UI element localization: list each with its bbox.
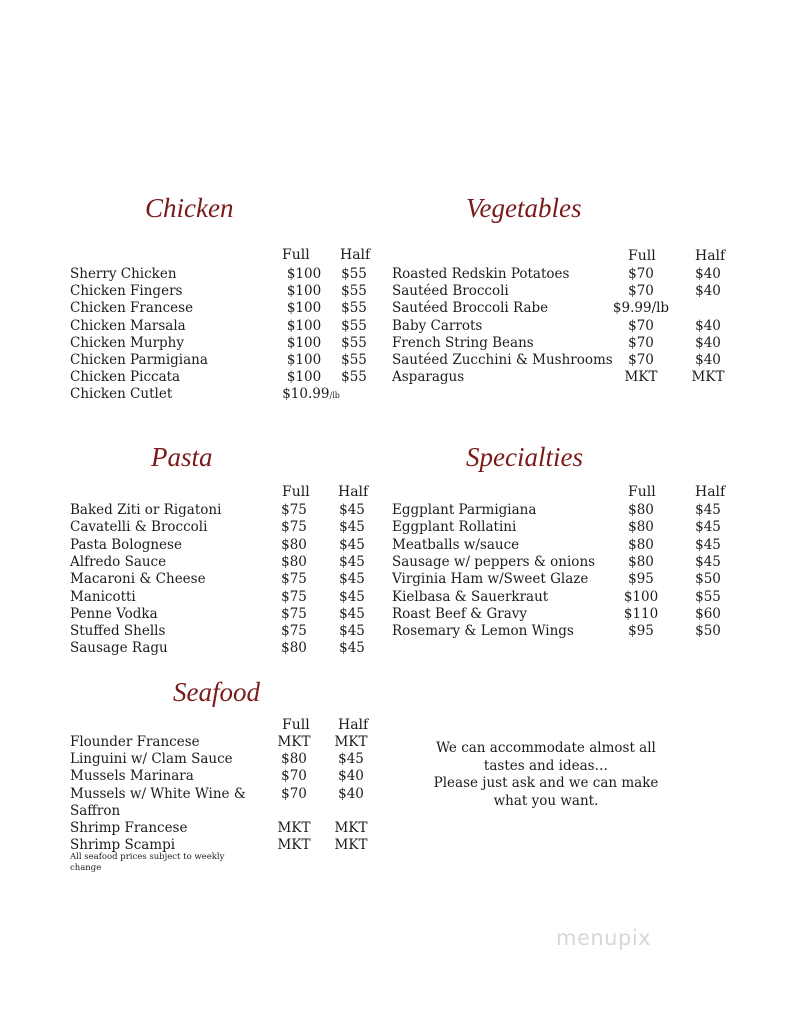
item-name: Roast Beef & Gravy [392,606,528,622]
item-full-price: MKT [277,837,311,853]
seafood-full-header: Full [282,717,310,733]
item-full-price: $95 [628,571,654,587]
menu-item [70,734,371,751]
item-name: Chicken Cutlet [70,386,173,402]
item-half-price: $50 [695,571,721,587]
item-full-price: $70 [628,352,654,368]
vegetables-full-header: Full [628,248,656,264]
item-name: Pasta Bolognese [70,537,182,553]
item-name: Sautéed Zucchini & Mushrooms [392,352,613,368]
item-half-price: MKT [334,734,368,750]
item-full-price: $75 [281,502,307,518]
item-half-price: $45 [339,571,365,587]
menu-item [392,623,728,640]
specialties-title: Specialties [466,442,583,472]
item-full-price: $110 [623,606,659,622]
item-name: Asparagus [392,369,465,385]
item-half-price: $45 [339,519,365,535]
menu-item [70,820,371,837]
menu-item [70,803,371,820]
menu-item [70,283,370,300]
item-half-price: $40 [695,283,721,299]
item-half-price: $40 [695,352,721,368]
item-full-price: $9.99/lb [612,300,670,316]
item-half-price: $40 [695,335,721,351]
menu-item [70,589,370,606]
item-full-price: $75 [281,606,307,622]
item-full-price: $80 [281,537,307,553]
vegetables-title: Vegetables [466,193,582,223]
item-name: Sherry Chicken [70,266,177,282]
item-name: Manicotti [70,589,136,605]
item-name: Saffron [70,803,121,819]
vegetables-half-header: Half [695,248,726,264]
menu-item [70,369,370,386]
menu-item [392,352,728,369]
pasta-half-header: Half [338,484,369,500]
note-line-4: what you want. [493,792,599,809]
seafood-fine-print: All seafood prices subject to weekly change [70,852,225,873]
menu-item [70,318,370,335]
item-name: Rosemary & Lemon Wings [392,623,574,639]
menu-item [70,266,370,283]
item-half-price: $55 [341,300,367,316]
menu-item [70,571,370,588]
menu-item [70,300,370,317]
menu-item [392,589,728,606]
item-name: Roasted Redskin Potatoes [392,266,570,282]
item-full-price: $95 [628,623,654,639]
menu-item [70,606,370,623]
item-half-price: MKT [691,369,725,385]
item-half-price: $45 [339,554,365,570]
item-full-price: MKT [277,820,311,836]
accommodation-note [432,740,660,810]
item-full-price: $70 [628,266,654,282]
item-name: Kielbasa & Sauerkraut [392,589,549,605]
item-half-price: MKT [334,837,368,853]
menu-item [70,751,371,768]
pasta-title: Pasta [151,442,213,472]
item-full-price: $75 [281,519,307,535]
vegetables-list [392,266,737,391]
item-name: Meatballs w/sauce [392,537,520,553]
item-name: Baby Carrots [392,318,483,334]
item-name: Virginia Ham w/Sweet Glaze [392,571,589,587]
item-full-price: $100 [286,300,322,316]
menu-item [392,554,728,571]
note-line-2: tastes and ideas… [483,757,609,774]
item-half-price: $55 [695,589,721,605]
item-full-price: MKT [624,369,658,385]
item-name: Shrimp Scampi [70,837,176,853]
item-full-price: $100 [286,266,322,282]
item-half-price: MKT [334,820,368,836]
item-full-price: $100 [286,352,322,368]
item-half-price: $40 [338,786,364,802]
item-name: Chicken Francese [70,300,194,316]
chicken-title: Chicken [145,193,234,223]
item-half-price: $55 [341,283,367,299]
item-name: Macaroni & Cheese [70,571,206,587]
menu-item [70,519,370,536]
menu-item [70,537,370,554]
item-name: Chicken Piccata [70,369,181,385]
item-half-price: $45 [695,554,721,570]
item-full-price: $80 [281,751,307,767]
item-half-price: $40 [695,318,721,334]
item-name: Flounder Francese [70,734,200,750]
item-full-price: $100 [286,335,322,351]
menu-item [70,554,370,571]
item-half-price: $40 [695,266,721,282]
specialties-list [392,502,737,642]
item-full-price: $80 [628,554,654,570]
chicken-half-header: Half [340,247,371,263]
item-name: Linguini w/ Clam Sauce [70,751,233,767]
item-name: Mussels Marinara [70,768,194,784]
seafood-half-header: Half [338,717,369,733]
menu-item [70,623,370,640]
item-half-price: $45 [695,519,721,535]
menu-item [392,300,728,317]
item-name: Eggplant Rollatini [392,519,517,535]
item-half-price: $45 [339,589,365,605]
item-half-price: $45 [339,606,365,622]
item-name: Eggplant Parmigiana [392,502,537,518]
item-half-price: $40 [338,768,364,784]
specialties-half-header: Half [695,484,726,500]
item-name: Chicken Fingers [70,283,183,299]
item-half-price: $45 [339,537,365,553]
item-half-price: $55 [341,352,367,368]
item-full-price: $70 [628,335,654,351]
item-unit: /lb [329,391,340,400]
item-full-price: $70 [628,283,654,299]
menu-item [392,266,728,283]
item-name: Mussels w/ White Wine & [70,786,246,802]
item-full-price: $80 [628,502,654,518]
menu-item [392,502,728,519]
menu-item [392,369,728,386]
item-full-price: $80 [281,554,307,570]
item-half-price: $45 [695,537,721,553]
item-half-price: $55 [341,318,367,334]
item-full-price: $75 [281,571,307,587]
item-half-price: $55 [341,266,367,282]
item-name: Penne Vodka [70,606,158,622]
menu-item [392,519,728,536]
item-full-price: $100 [623,589,659,605]
item-full-price: $75 [281,589,307,605]
item-name: Baked Ziti or Rigatoni [70,502,222,518]
item-name: Chicken Marsala [70,318,186,334]
pasta-full-header: Full [282,484,310,500]
item-name: Stuffed Shells [70,623,166,639]
item-full-price: $80 [281,640,307,656]
menu-item [70,640,370,657]
menu-item [392,537,728,554]
item-full-price: $100 [286,318,322,334]
item-name: Sautéed Broccoli [392,283,509,299]
item-name: French String Beans [392,335,534,351]
item-half-price: $45 [339,623,365,639]
menu-item [392,606,728,623]
menu-item [70,768,371,785]
item-full-price: $10.99/lb [282,386,340,402]
menu-item [392,571,728,588]
item-name: Alfredo Sauce [70,554,167,570]
item-full-price: MKT [277,734,311,750]
chicken-full-header: Full [282,247,310,263]
item-name: Sausage Ragu [70,640,168,656]
note-line-1: We can accommodate almost all [436,740,656,756]
item-half-price: $60 [695,606,721,622]
item-full-price: $70 [281,768,307,784]
item-half-price: $55 [341,369,367,385]
pasta-list [70,502,370,660]
menu-item [70,335,370,352]
item-full-price: $70 [628,318,654,334]
item-half-price: $45 [338,751,364,767]
item-name: Cavatelli & Broccoli [70,519,208,535]
menu-item [70,386,370,403]
item-full-price: $70 [281,786,307,802]
item-name: Sautéed Broccoli Rabe [392,300,549,316]
menu-item [70,786,371,803]
menu-item [70,502,370,519]
item-name: Chicken Murphy [70,335,184,351]
item-half-price: $45 [339,640,365,656]
seafood-list [70,734,370,856]
note-line-3: Please just ask and we can make [433,775,659,791]
item-half-price: $50 [695,623,721,639]
chicken-list [70,266,370,406]
item-half-price: $55 [341,335,367,351]
menu-item [70,352,370,369]
item-full-price: $100 [286,369,322,385]
specialties-full-header: Full [628,484,656,500]
item-half-price: $45 [339,502,365,518]
item-full-price: $100 [286,283,322,299]
menupix-watermark: menupix [556,926,652,950]
menu-item [392,335,728,352]
menu-item [392,318,728,335]
item-name: Sausage w/ peppers & onions [392,554,596,570]
item-half-price: $45 [695,502,721,518]
menu-item [392,283,728,300]
item-name: Chicken Parmigiana [70,352,208,368]
item-name: Shrimp Francese [70,820,188,836]
seafood-title: Seafood [173,677,260,707]
item-full-price: $80 [628,537,654,553]
item-full-price: $80 [628,519,654,535]
item-full-price: $75 [281,623,307,639]
